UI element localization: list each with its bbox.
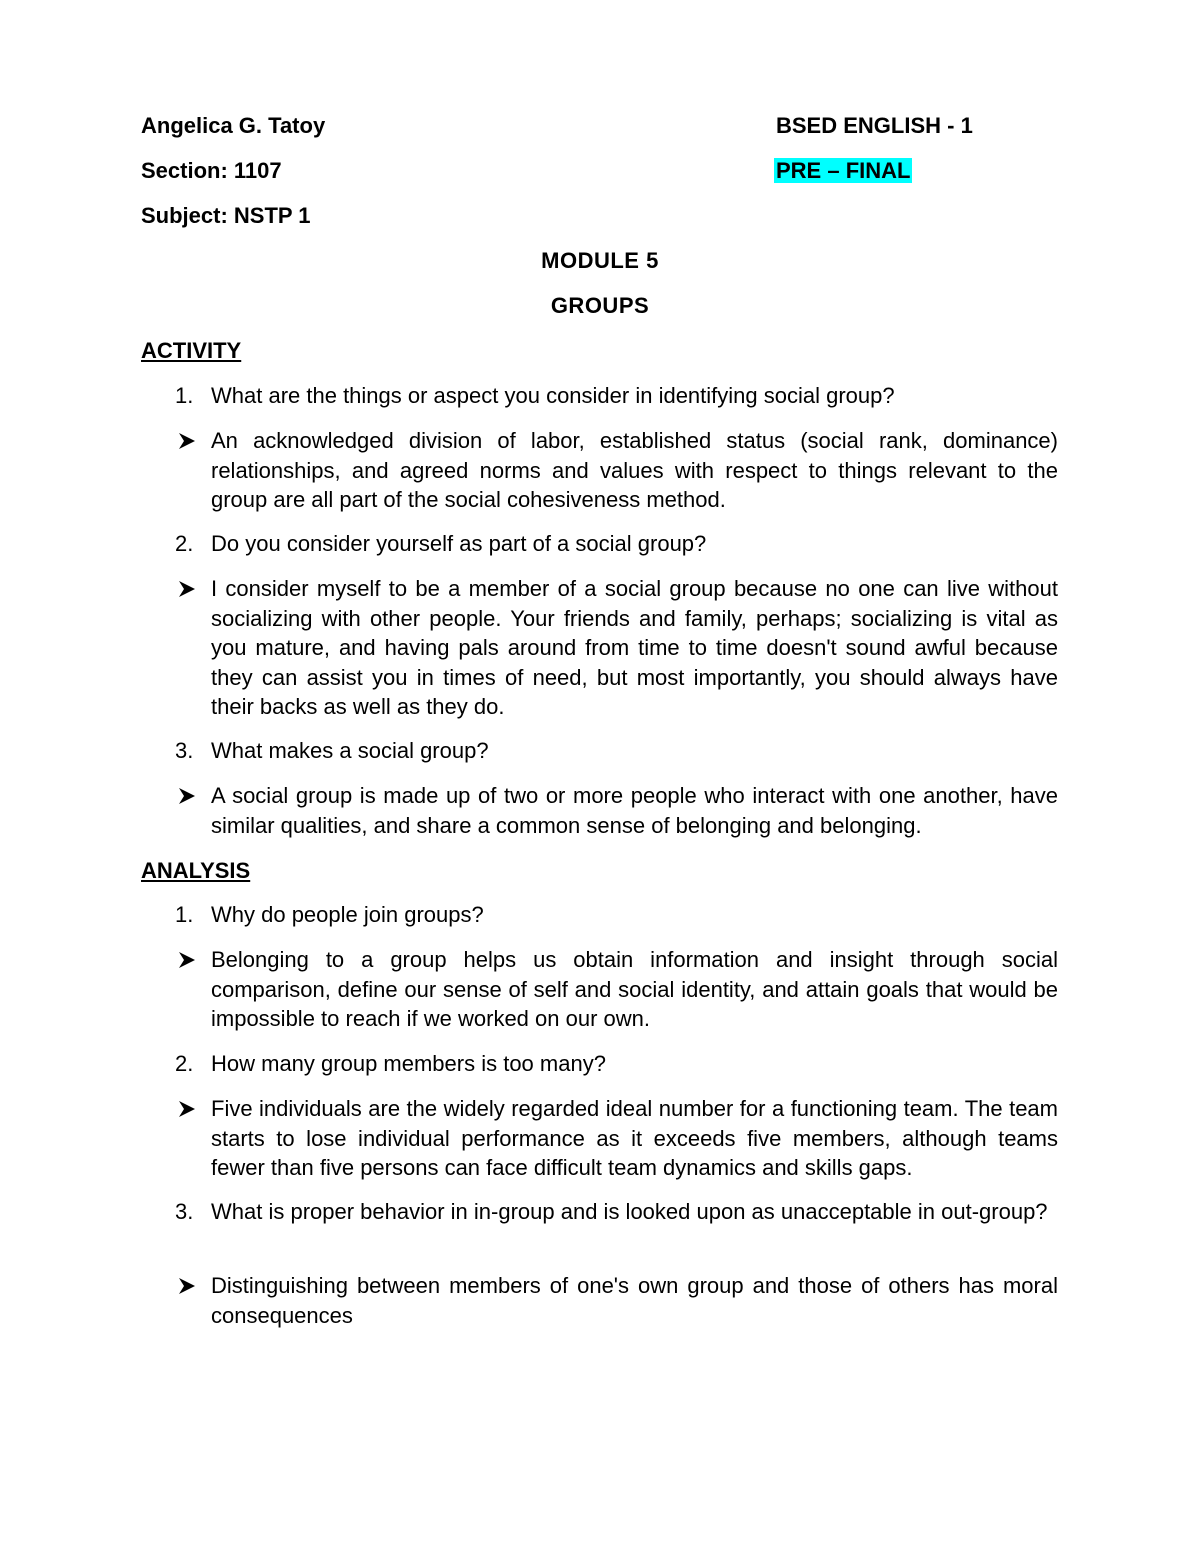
subject-label: Subject: NSTP 1: [141, 203, 311, 228]
arrow-bullet-icon: [177, 950, 197, 970]
analysis-heading: ANALYSIS: [141, 858, 251, 883]
arrow-bullet-icon: [177, 431, 197, 451]
question-text: How many group members is too many?: [211, 1051, 606, 1076]
question-number: 2.: [175, 531, 194, 556]
student-name: Angelica G. Tatoy: [141, 113, 326, 138]
arrow-bullet-icon: [177, 579, 197, 599]
term-label: PRE – FINAL: [776, 158, 911, 183]
question-number: 1.: [175, 902, 194, 927]
question-number: 2.: [175, 1051, 194, 1076]
activity-heading: ACTIVITY: [141, 338, 242, 363]
question-text: What are the things or aspect you consider in identifying social group?: [211, 383, 895, 408]
section-label: Section: 1107: [141, 158, 282, 183]
question-number: 3.: [175, 1199, 194, 1224]
term-label-wrapper: [774, 158, 912, 184]
answer-text: An acknowledged division of labor, established status (social rank, dominance) relationships, and agreed norms and values with respect to things relevant to the group are all part of the social cohesiveness method.: [211, 428, 1058, 512]
answer-text: I consider myself to be a member of a social group because no one can live without socializing with other people. Your friends and family, perhaps; socializing is vital as you mature, and having pals around from time to time doesn't sound awful because they can assist you in times of need, but most importantly, you should always have their backs as well as they do.: [211, 576, 1058, 719]
topic-title: GROUPS: [550, 293, 650, 318]
question-text: Do you consider yourself as part of a social group?: [211, 531, 707, 556]
arrow-bullet-icon: [177, 1099, 197, 1119]
answer-text: Distinguishing between members of one's own group and those of others has moral consequences: [211, 1273, 1058, 1328]
module-title: MODULE 5: [541, 248, 659, 273]
question-number: 1.: [175, 383, 194, 408]
question-number: 3.: [175, 738, 194, 763]
question-text: Why do people join groups?: [211, 902, 484, 927]
answer-text: Belonging to a group helps us obtain information and insight through social comparison, define our sense of self and social identity, and attain goals that would be impossible to reach if we worked on our own.: [211, 947, 1058, 1031]
question-text: What makes a social group?: [211, 738, 489, 763]
question-text: What is proper behavior in in-group and is looked upon as unacceptable in out-group?: [211, 1199, 1048, 1224]
arrow-bullet-icon: [177, 786, 197, 806]
course-label: BSED ENGLISH - 1: [776, 113, 973, 138]
answer-text: A social group is made up of two or more people who interact with one another, have similar qualities, and share a common sense of belonging and belonging.: [211, 783, 1058, 838]
answer-text: Five individuals are the widely regarded ideal number for a functioning team. The team starts to lose individual performance as it exceeds five members, although teams fewer than five persons can face difficult team dynamics and skills gaps.: [211, 1096, 1058, 1180]
arrow-bullet-icon: [177, 1276, 197, 1296]
